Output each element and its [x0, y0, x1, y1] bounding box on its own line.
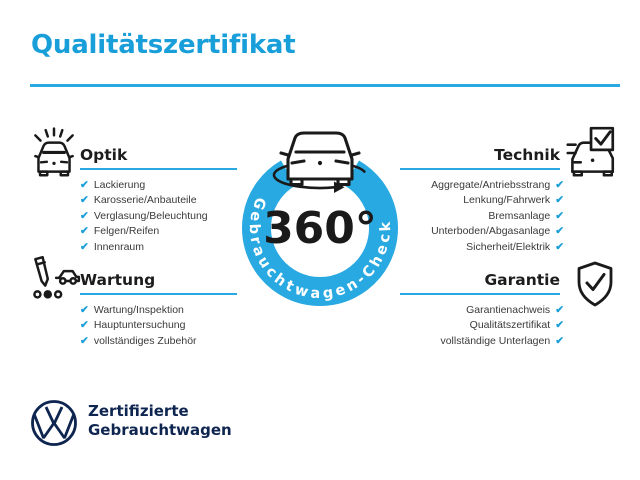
- checklist-item: [80, 193, 208, 209]
- checklist-item-label: Innenraum: [93, 240, 145, 253]
- checklist-item: [440, 302, 564, 318]
- checklist-item-label: Hauptuntersuchung: [93, 319, 186, 332]
- car-shine-icon: [25, 124, 83, 182]
- garantie-checklist: [440, 302, 564, 349]
- title-divider: [30, 84, 620, 87]
- checklist-item: [80, 224, 208, 240]
- checklist-item: [431, 239, 564, 255]
- page-title: Qualitätszertifikat: [31, 30, 296, 60]
- checklist-item: [80, 333, 197, 349]
- check-icon: ✔: [80, 209, 89, 222]
- checklist-item-label: Bremsanlage: [488, 209, 551, 222]
- check-icon: ✔: [80, 194, 89, 206]
- checklist-item: [431, 208, 564, 224]
- checklist-item-label: Verglasung/Beleuchtung: [93, 209, 208, 222]
- checklist-item-label: Garantienachweis: [466, 303, 551, 316]
- checklist-item-label: vollständige Unterlagen: [440, 334, 551, 347]
- checklist-item: [80, 239, 208, 255]
- checklist-item-label: Unterboden/Abgasanlage: [431, 225, 551, 238]
- check-icon: ✔: [555, 303, 564, 316]
- wartung-checklist: [80, 302, 197, 349]
- check-icon: ✔: [555, 178, 564, 191]
- checklist-item: [80, 177, 208, 193]
- checklist-item-label: Lenkung/Fahrwerk: [463, 194, 551, 207]
- checklist-car-icon: [25, 253, 83, 311]
- check-icon: ✔: [80, 240, 89, 253]
- checklist-item-label: Felgen/Reifen: [93, 225, 160, 238]
- section-technik-header: Technik: [494, 146, 560, 164]
- check-icon: ✔: [80, 225, 89, 237]
- checklist-item-label: Wartung/Inspektion: [93, 303, 184, 316]
- section-wartung-divider: [80, 293, 237, 295]
- ring-label: Gebrauchtwagen-Check: [245, 194, 395, 303]
- section-wartung-header: Wartung: [80, 271, 156, 289]
- check-icon: ✔: [80, 178, 89, 191]
- section-optik-divider: [80, 168, 237, 170]
- check-icon: ✔: [80, 334, 89, 347]
- footer-line1: Zertifizierte: [88, 402, 189, 420]
- 360-check-badge: [230, 113, 410, 318]
- technik-checklist: [431, 177, 564, 255]
- check-icon: ✔: [555, 319, 564, 331]
- check-icon: ✔: [555, 334, 564, 347]
- checklist-item-label: Aggregate/Antriebsstrang: [431, 178, 551, 191]
- check-icon: ✔: [555, 194, 564, 206]
- section-technik-divider: [400, 168, 560, 170]
- check-icon: ✔: [80, 303, 89, 316]
- checklist-item-label: vollständiges Zubehör: [93, 334, 197, 347]
- vw-logo: [29, 398, 79, 448]
- checklist-item: [440, 333, 564, 349]
- checklist-item: [440, 318, 564, 334]
- checklist-item: [431, 193, 564, 209]
- check-icon: ✔: [555, 209, 564, 222]
- optik-checklist: [80, 177, 208, 255]
- checklist-item-label: Qualitätszertifikat: [469, 319, 551, 332]
- check-icon: ✔: [80, 319, 89, 331]
- shield-check-icon: [570, 258, 620, 312]
- checklist-item: [431, 177, 564, 193]
- checklist-item: [80, 302, 197, 318]
- section-garantie-header: Garantie: [484, 271, 560, 289]
- checklist-item: [431, 224, 564, 240]
- checklist-item: [80, 208, 208, 224]
- checklist-item: [80, 318, 197, 334]
- section-garantie-divider: [400, 293, 560, 295]
- checklist-item-label: Karosserie/Anbauteile: [93, 194, 197, 207]
- footer-brand-text: [88, 402, 232, 440]
- checklist-item-label: Sicherheit/Elektrik: [466, 240, 551, 253]
- section-optik-header: Optik: [80, 146, 128, 164]
- degree-label: 360°: [263, 203, 377, 254]
- check-icon: ✔: [555, 225, 564, 237]
- checklist-item-label: Lackierung: [93, 178, 146, 191]
- check-icon: ✔: [555, 240, 564, 253]
- footer-line2: Gebrauchtwagen: [88, 421, 232, 439]
- car-checkbox-icon: [560, 123, 620, 183]
